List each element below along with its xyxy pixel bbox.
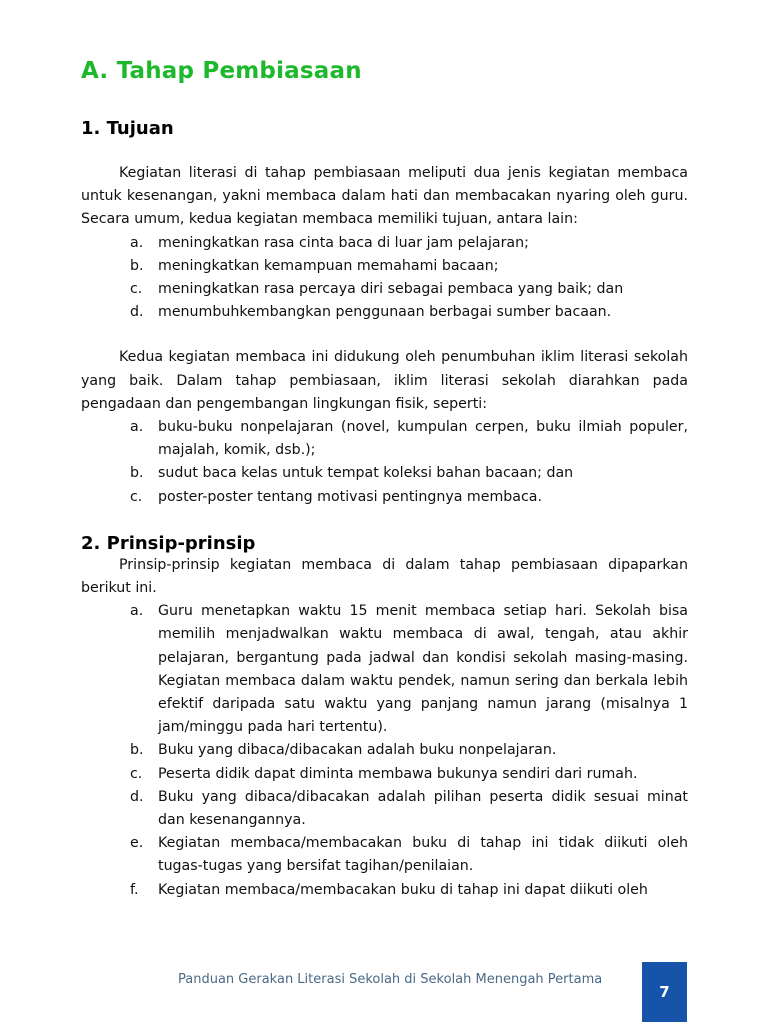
- list-item: c. poster-poster tentang motivasi pentingnya membaca.: [130, 488, 543, 505]
- paragraph-support: Kedua kegiatan membaca ini didukung oleh penumbuhan iklim literasi sekolah yang baik. Dalam tahap pembiasaan, iklim literasi sekolah diarahkan pada pengadaan dan pengembangan lingkungan fisik, seperti:: [81, 349, 688, 412]
- list-item: a. buku-buku nonpelajaran (novel, kumpulan cerpen, buku ilmiah populer, majalah, komik, dsb.);: [130, 419, 688, 459]
- environment-list: [81, 416, 688, 509]
- paragraph-intro: Kegiatan literasi di tahap pembiasaan meliputi dua jenis kegiatan membaca untuk kesenangan, yakni membaca dalam hati dan membacakan nyaring oleh guru. Secara umum, kedua kegiatan membaca memiliki tujuan, antara lain:: [81, 165, 688, 228]
- page-content: [81, 58, 688, 902]
- list-item: c. Peserta didik dapat diminta membawa bukunya sendiri dari rumah.: [130, 765, 638, 782]
- list-item: b. sudut baca kelas untuk tempat koleksi bahan bacaan; dan: [130, 465, 574, 482]
- goals-list: [81, 232, 688, 325]
- list-item: a. Guru menetapkan waktu 15 menit membaca setiap hari. Sekolah bisa memilih menjadwalkan waktu membaca di awal, tengah, atau akhir pelajaran, bergantung pada jadwal dan kondisi sekolah masing-masing. Kegiatan membaca dalam waktu pendek, namun sering dan berkala lebih efektif daripada satu waktu yang panjang namun jarang (misalnya 1 jam/minggu pada hari tertentu).: [130, 603, 688, 736]
- page-number-badge: 7: [642, 962, 687, 1022]
- subsection-title-prinsip: 2. Prinsip-prinsip: [81, 532, 256, 554]
- list-item: b. meningkatkan kemampuan memahami bacaan;: [130, 257, 499, 274]
- list-item: d. menumbuhkembangkan penggunaan berbagai sumber bacaan.: [130, 304, 612, 321]
- section-title: A. Tahap Pembiasaan: [81, 58, 362, 84]
- list-item: d. Buku yang dibaca/dibacakan adalah pilihan peserta didik sesuai minat dan kesenangannya.: [130, 788, 688, 829]
- list-item: c. meningkatkan rasa percaya diri sebagai pembaca yang baik; dan: [130, 281, 624, 298]
- list-item: e. Kegiatan membaca/membacakan buku di tahap ini tidak diikuti oleh tugas-tugas yang bersifat tagihan/penilaian.: [130, 835, 688, 875]
- principles-list: [81, 600, 688, 902]
- subsection-title-tujuan: 1. Tujuan: [81, 118, 174, 139]
- list-item: a. meningkatkan rasa cinta baca di luar jam pelajaran;: [130, 234, 529, 251]
- footer-title: Panduan Gerakan Literasi Sekolah di Sekolah Menengah Pertama: [178, 972, 603, 987]
- paragraph-principles-intro: Prinsip-prinsip kegiatan membaca di dalam tahap pembiasaan dipaparkan berikut ini.: [81, 556, 688, 597]
- list-item: f. Kegiatan membaca/membacakan buku di tahap ini dapat diikuti oleh: [130, 881, 648, 898]
- list-item: b. Buku yang dibaca/dibacakan adalah buku nonpelajaran.: [130, 742, 557, 759]
